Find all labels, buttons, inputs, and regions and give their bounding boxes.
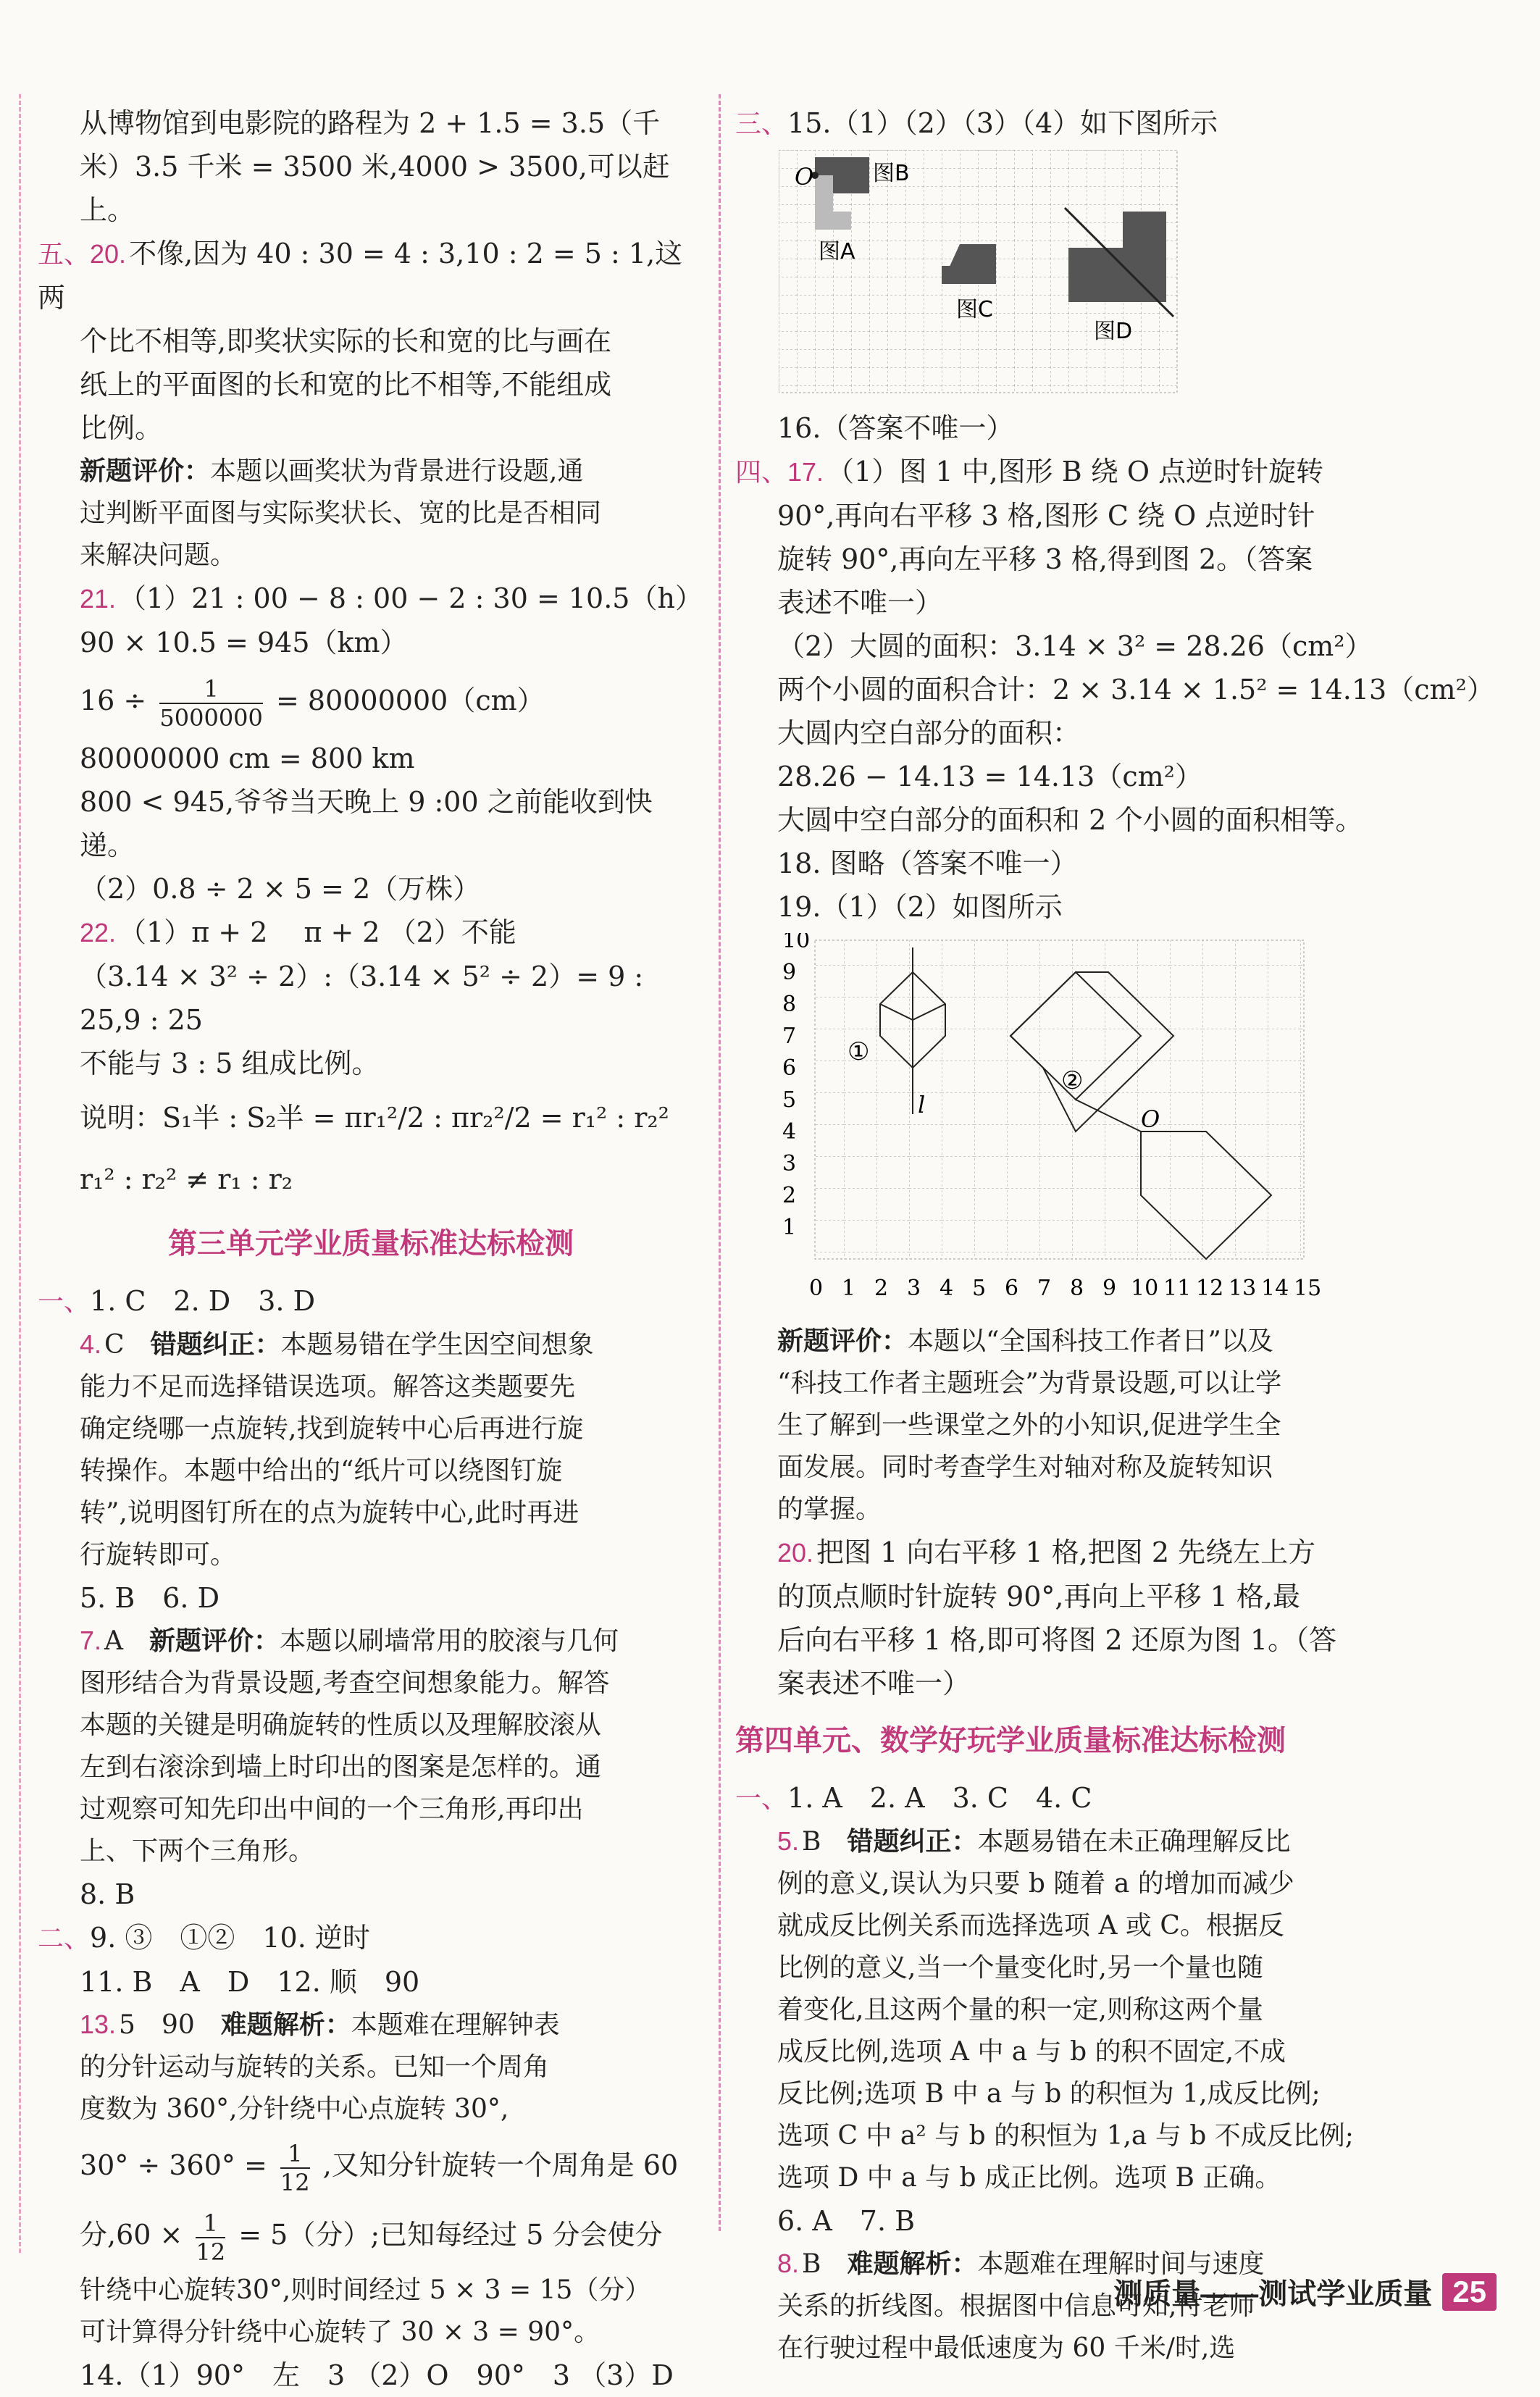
answer-line: 转操作。本题中给出的“纸片可以绕图钉旋	[80, 1456, 563, 1486]
answer-line: 的顶点顺时针旋转 90°,再向上平移 1 格,最	[777, 1581, 1300, 1612]
label-1: ①	[848, 1037, 870, 1066]
answer-line: 关系的折线图。根据图中信息可知,付老师	[777, 2291, 1255, 2321]
x-tick-label: 0	[809, 1276, 824, 1301]
s2-line: 二、9. ③ ①② 10. 逆时	[38, 1922, 370, 1954]
answer-line: 28.26 − 14.13 = 14.13（cm²）	[777, 761, 1202, 792]
eval-line: 新题评价：本题以画奖状为背景进行设题,通	[80, 456, 584, 486]
q22-line: 22. （1）π + 2 π + 2 （2）不能	[80, 916, 516, 948]
q15-line: 三、15.（1）（2）（3）（4）如下图所示	[735, 107, 1218, 139]
answer-line: 成反比例,选项 A 中 a 与 b 的积不固定,不成	[777, 2037, 1286, 2067]
s1-line: 一、1. C 2. D 3. D	[38, 1285, 316, 1317]
formula-line: 说明：S₁半 : S₂半 = πr₁²/2 : πr₂²/2 = r₁² : r₂²	[80, 1102, 669, 1134]
answer-line: 转”,说明图钉所在的点为旋转中心,此时再进	[80, 1498, 579, 1528]
eval-line: 面发展。同时考查学生对轴对称及旋转知识	[777, 1452, 1273, 1482]
right-column	[735, 101, 1496, 2369]
q20-line: 五、20. 不像,因为 40 : 30 = 4 : 3,10 : 2 = 5 : 1,这两	[38, 238, 683, 314]
label-o: O	[795, 163, 814, 191]
y-tick-label: 2	[782, 1183, 797, 1208]
formula-line: r₁² : r₂² ≠ r₁ : r₂	[80, 1163, 293, 1195]
q13-line: 13. 5 90 难题解析：本题难在理解钟表	[80, 2009, 560, 2040]
q8-line: 8. B 难题解析：本题难在理解时间与速度	[777, 2249, 1265, 2279]
y-tick-label: 9	[782, 960, 797, 985]
answer-line: 本题的关键是明确旋转的性质以及理解胶滚从	[80, 1710, 602, 1740]
fraction-line: 30° ÷ 360° = $\frac{1}{12}$ ,又知分针旋转一个周角是 60	[80, 2139, 679, 2196]
x-tick-label: 8	[1070, 1276, 1084, 1301]
answer-line: 800 < 945,爷爷当天晚上 9 :00 之前能收到快递。	[80, 786, 653, 861]
answer-line: （3.14 × 3² ÷ 2）:（3.14 × 5² ÷ 2）= 9 : 25,9 : 25	[80, 961, 644, 1036]
fraction: $\frac{1}{12}$	[196, 2209, 226, 2266]
answer-line: 过观察可知先印出中间的一个三角形,再印出	[80, 1794, 584, 1824]
answer-line: 表述不唯一）	[777, 587, 943, 619]
answer-line: 11. B A D 12. 顺 90	[80, 1966, 420, 1998]
label-fig-a: 图A	[819, 239, 855, 264]
fraction: $\frac{1}{12}$	[280, 2139, 310, 2196]
left-margin-rule	[19, 94, 21, 2253]
answer-line: 8. B	[80, 1878, 135, 1910]
x-tick-label: 10	[1131, 1276, 1159, 1301]
answer-line: 后向右平移 1 格,即可将图 2 还原为图 1。（答	[777, 1624, 1337, 1656]
x-tick-label: 1	[842, 1276, 856, 1301]
q7-line: 7. A 新题评价：本题以刷墙常用的胶滚与几何	[80, 1626, 619, 1656]
label-fig-b: 图B	[873, 161, 910, 186]
y-tick-label: 1	[782, 1215, 797, 1240]
x-tick-label: 14	[1261, 1276, 1289, 1301]
answer-line: 图形结合为背景设题,考查空间想象能力。解答	[80, 1668, 610, 1698]
coordinate-grid-figure	[779, 933, 1344, 1310]
answer-line: 比例。	[80, 412, 163, 444]
answer-line: 大圆中空白部分的面积和 2 个小圆的面积相等。	[777, 804, 1363, 836]
answer-line: 上、下两个三角形。	[80, 1836, 315, 1866]
x-tick-label: 2	[874, 1276, 889, 1301]
answer-line: 5. B 6. D	[80, 1582, 220, 1614]
fraction: $\frac{1}{5000000}$	[159, 674, 263, 732]
answer-line: 能力不足而选择错误选项。解答这类题要先	[80, 1372, 576, 1402]
fraction-line: 16 ÷ $\frac{1}{5000000}$ = 80000000（cm）	[80, 674, 545, 732]
answer-line: 90°,再向右平移 3 格,图形 C 绕 O 点逆时针	[777, 500, 1315, 532]
label-fig-c: 图C	[956, 297, 993, 322]
answer-line: （2）大圆的面积：3.14 × 3² = 28.26（cm²）	[777, 630, 1373, 662]
x-tick-label: 11	[1163, 1276, 1192, 1301]
answer-line: 旋转 90°,再向左平移 3 格,得到图 2。（答案	[777, 543, 1313, 575]
eval-line: 的掌握。	[777, 1494, 882, 1524]
unit3-title: 第三单元学业质量标准达标检测	[168, 1228, 574, 1260]
y-tick-label: 8	[782, 992, 797, 1017]
answer-line: 在行驶过程中最低速度为 60 千米/时,选	[777, 2333, 1236, 2363]
x-tick-label: 9	[1102, 1276, 1117, 1301]
answer-line: 16.（答案不唯一）	[777, 412, 1014, 444]
label-fig-d: 图D	[1094, 319, 1133, 344]
q4-line: 4. C 错题纠正：本题易错在学生因空间想象	[80, 1329, 594, 1360]
x-tick-label: 12	[1196, 1276, 1224, 1301]
eval-line: 过判断平面图与实际奖状长、宽的比是否相同	[80, 498, 602, 528]
x-tick-label: 6	[1005, 1276, 1019, 1301]
eval-line: 来解决问题。	[80, 540, 237, 570]
q19-figure	[779, 933, 1496, 1313]
answer-line: 不能与 3 : 5 组成比例。	[80, 1047, 380, 1079]
q17-line: 四、17. （1）图 1 中,图形 B 绕 O 点逆时针旋转	[735, 456, 1324, 488]
y-tick-label: 3	[782, 1151, 797, 1176]
answer-line: 就成反比例关系而选择选项 A 或 C。根据反	[777, 1911, 1284, 1941]
x-tick-label: 4	[940, 1276, 954, 1301]
answer-line: 例的意义,误认为只要 b 随着 a 的增加而减少	[777, 1869, 1294, 1899]
answer-line: 案表述不唯一）	[777, 1668, 971, 1699]
footer-text: 测质量——测试学业质量	[1113, 2278, 1433, 2310]
y-tick-label: 5	[782, 1087, 797, 1113]
answer-line: 比例的意义,当一个量变化时,另一个量也随	[777, 1953, 1263, 1983]
answer-line: 两个小圆的面积合计：2 × 3.14 × 1.5² = 14.13（cm²）	[777, 674, 1494, 706]
answer-line: 着变化,且这两个量的积一定,则称这两个量	[777, 1995, 1263, 2025]
answer-line: 针绕中心旋转30°,则时间经过 5 × 3 = 15（分）	[80, 2275, 651, 2305]
eval-line: 新题评价：本题以“全国科技工作者日”以及	[777, 1326, 1273, 1356]
answer-line: 度数为 360°,分针绕中心点旋转 30°,	[80, 2094, 509, 2124]
answer-line: 的分针运动与旋转的关系。已知一个周角	[80, 2052, 550, 2082]
eval-line: “科技工作者主题班会”为背景设题,可以让学	[777, 1368, 1282, 1398]
answer-line: 19.（1）（2）如图所示	[777, 891, 1063, 923]
answer-line: 从博物馆到电影院的路程为 2 + 1.5 = 3.5（千	[80, 107, 661, 139]
y-tick-label: 4	[782, 1119, 797, 1145]
q21-line: 21. （1）21 : 00 − 8 : 00 − 2 : 30 = 10.5（h）	[80, 582, 703, 614]
q20-line: 20. 把图 1 向右平移 1 格,把图 2 先绕左上方	[777, 1536, 1316, 1568]
left-column	[38, 101, 704, 2397]
x-axis-ticks	[809, 1276, 1321, 1301]
x-tick-label: 3	[907, 1276, 921, 1301]
x-tick-label: 13	[1229, 1276, 1257, 1301]
label-o: O	[1141, 1105, 1160, 1133]
answer-line: 行旋转即可。	[80, 1540, 237, 1570]
y-tick-label: 7	[782, 1024, 797, 1049]
page-footer	[1113, 2271, 1497, 2312]
answer-line: 18. 图略（答案不唯一）	[777, 848, 1078, 879]
q5-line: 5. B 错题纠正：本题易错在未正确理解反比	[777, 1826, 1291, 1857]
answer-line: 反比例;选项 B 中 a 与 b 的积恒为 1,成反比例;	[777, 2079, 1321, 2109]
x-tick-label: 5	[972, 1276, 987, 1301]
answer-line: 确定绕哪一点旋转,找到旋转中心后再进行旋	[80, 1414, 584, 1444]
answer-line: 米）3.5 千米 = 3500 米,4000 > 3500,可以赶上。	[80, 151, 670, 226]
u4-s1-line: 一、1. A 2. A 3. C 4. C	[735, 1782, 1092, 1814]
answer-line: 个比不相等,即奖状实际的长和宽的比与画在	[80, 325, 612, 357]
answer-line: 6. A 7. B	[777, 2205, 916, 2237]
answer-line: 90 × 10.5 = 945（km）	[80, 627, 408, 658]
y-axis-ticks	[782, 933, 810, 1240]
q15-figure	[779, 150, 1496, 399]
answer-line: 14.（1）90° 左 3 （2）O 90° 3 （3）D	[80, 2359, 674, 2391]
answer-line: 可计算得分针绕中心旋转了 30 × 3 = 90°。	[80, 2317, 600, 2347]
rotation-grid-figure	[779, 150, 1184, 396]
x-tick-label: 7	[1037, 1276, 1052, 1301]
page-number: 25	[1442, 2273, 1497, 2311]
label-2: ②	[1061, 1066, 1084, 1095]
column-divider	[719, 94, 721, 2231]
answer-line: 选项 C 中 a² 与 b 的积恒为 1,a 与 b 不成反比例;	[777, 2121, 1354, 2151]
answer-line: 80000000 cm = 800 km	[80, 742, 415, 774]
unit4-title: 第四单元、数学好玩学业质量标准达标检测	[735, 1725, 1286, 1757]
answer-line: 大圆内空白部分的面积：	[777, 717, 1081, 749]
y-tick-label: 6	[782, 1055, 797, 1081]
answer-line: 左到右滚涂到墙上时印出的图案是怎样的。通	[80, 1752, 602, 1782]
answer-line: （2）0.8 ÷ 2 × 5 = 2（万株）	[80, 873, 481, 905]
answer-line: 纸上的平面图的长和宽的比不相等,不能组成	[80, 369, 612, 401]
x-tick-label: 15	[1294, 1276, 1322, 1301]
y-tick-label: 10	[782, 933, 811, 953]
fraction-line: 分,60 × $\frac{1}{12}$ = 5（分）;已知每经过 5 分会使分	[80, 2209, 663, 2266]
eval-line: 生了解到一些课堂之外的小知识,促进学生全	[777, 1410, 1281, 1440]
label-l: l	[918, 1091, 926, 1118]
answer-line: 选项 D 中 a 与 b 成正比例。选项 B 正确。	[777, 2163, 1281, 2193]
